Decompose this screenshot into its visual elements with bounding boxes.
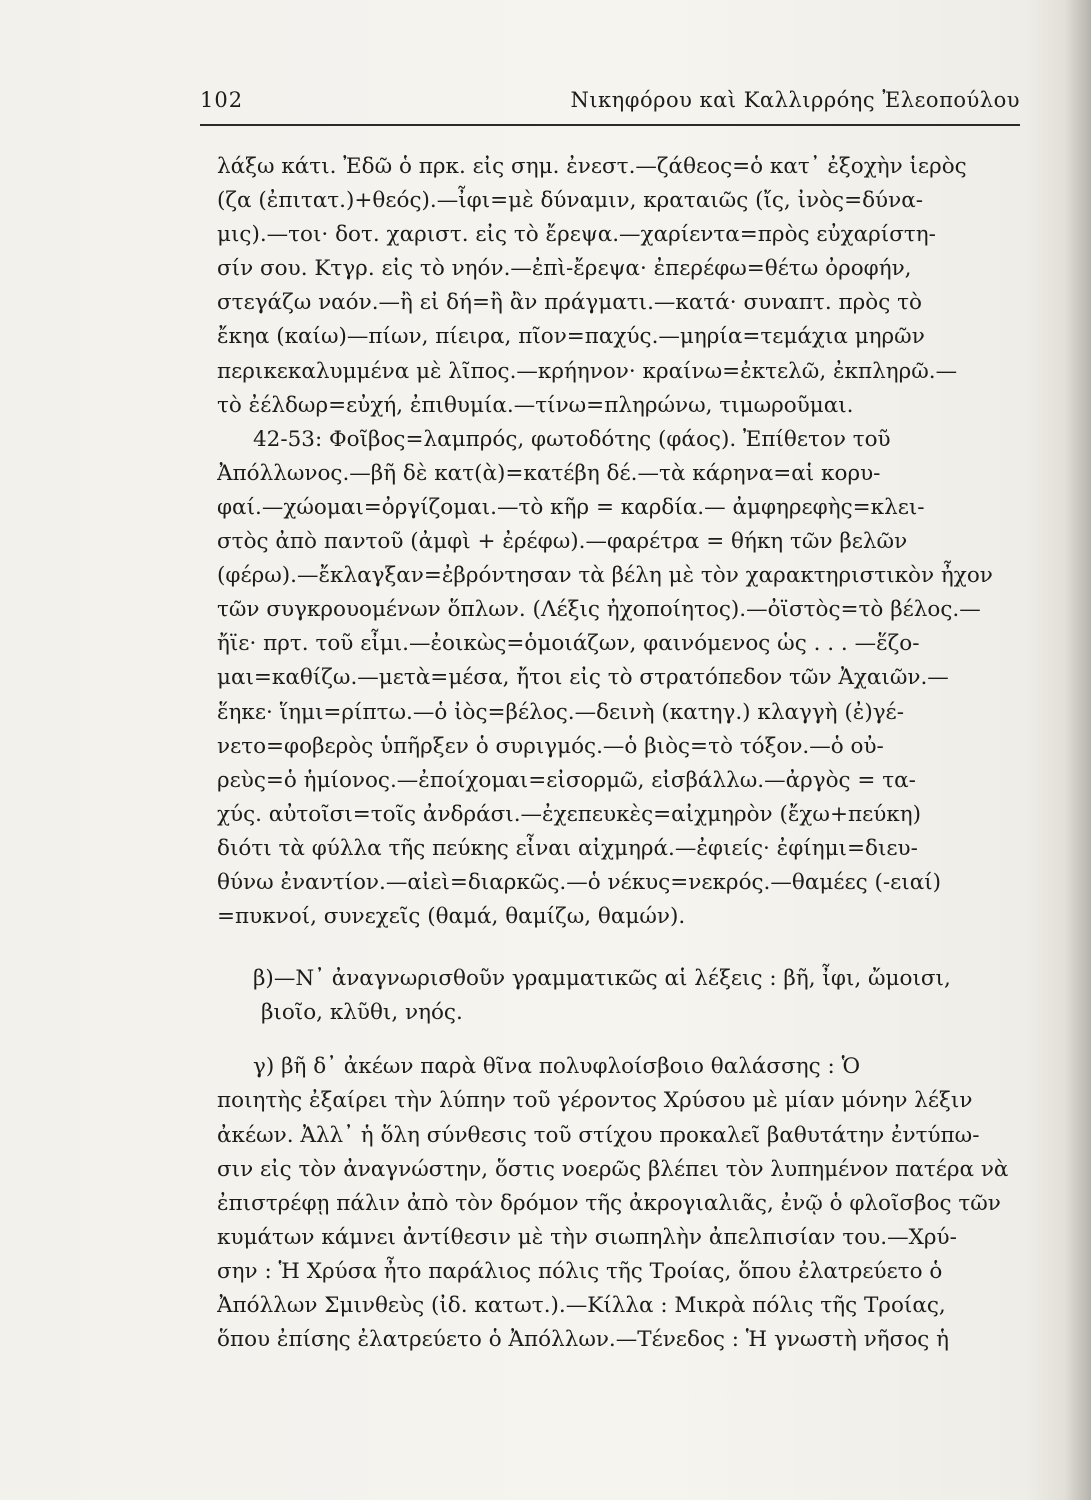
section-b-line: β)—Ν᾿ ἀναγνωρισθοῦν γραμματικῶς αἱ λέξεις : βῆ, ἶφι, ὤμοισι, (253, 966, 951, 992)
section-g-line: σην : Ἡ Χρύσα ἦτο παράλιος πόλις τῆς Τροίας, ὅπου ἐλατρεύετο ὁ (217, 1258, 943, 1284)
header-rule (200, 124, 1020, 126)
section-gap (217, 934, 1017, 962)
text-line: ἕηκε· ἵημι=ρίπτω.—ὁ ἰὸς=βέλος.—δεινὴ (κατηγ.) κλαγγὴ (ἐ)γέ- (217, 699, 904, 725)
text-line: θύνω ἐναντίον.—αἰεὶ=διαρκῶς.—ὁ νέκυς=νεκρός.—θαμέες (-ειαί) (217, 869, 942, 895)
section-g-line: σιν εἰς τὸν ἀναγνώστην, ὅστις νοερῶς βλέπει τὸν λυπημένον πατέρα νὰ (217, 1156, 1009, 1182)
text-line: στὸς ἀπὸ παντοῦ (ἀμφὶ + ἐρέφω).—φαρέτρα = θήκη τῶν βελῶν (217, 529, 908, 555)
section-g-line: Ἀπόλλων Σμινθεὺς (ἰδ. κατωτ.).—Κίλλα : Μικρὰ πόλις τῆς Τροίας, (217, 1293, 946, 1318)
text-line: τὸ ἐέλδωρ=εὐχή, ἐπιθυμία.—τίνω=πληρώνω, τιμωροῦμαι. (217, 392, 854, 418)
text-line: μις).—τοι· δοτ. χαριστ. εἰς τὸ ἔρεψα.—χαρίεντα=πρὸς εὐχαρίστη- (217, 222, 936, 248)
text-line: διότι τὰ φύλλα τῆς πεύκης εἶναι αἰχμηρά.—ἐφιείς· ἐφίημι=διευ- (217, 835, 918, 861)
text-line: ἔκηα (καίω)—πίων, πίειρα, πῖον=παχύς.—μηρία=τεμάχια μηρῶν (217, 324, 925, 350)
section-g-line: ἐπιστρέφῃ πάλιν ἀπὸ τὸν δρόμον τῆς ἀκρογιαλιᾶς, ἐνῷ ὁ φλοῖσβος τῶν (217, 1190, 1001, 1216)
text-line: 42-53: Φοῖβος=λαμπρός, φωτοδότης (φάος). Ἐπίθετον τοῦ (253, 426, 891, 452)
section-g-line: κυμάτων κάμνει ἀντίθεσιν μὲ τὴν σιωπηλὴν ἀπελπισίαν του.—Χρύ- (217, 1224, 957, 1250)
text-line: Ἀπόλλωνος.—βῆ δὲ κατ(ὰ)=κατέβη δέ.—τὰ κάρηνα=αἱ κορυ- (217, 460, 881, 486)
text-line: (ζα (ἐπιτατ.)+θεός).—ἶφι=μὲ δύναμιν, κραταιῶς (ἴς, ἰνὸς=δύνα- (217, 188, 923, 214)
section-gap (217, 1030, 1017, 1050)
text-line: σίν σου. Κτγρ. εἰς τὸ νηόν.—ἐπὶ-ἔρεψα· ἐπερέφω=θέτω ὀροφήν, (217, 256, 912, 282)
text-line: περικεκαλυμμένα μὲ λῖπος.—κρήηνον· κραίνω=ἐκτελῶ, ἐκπληρῶ.— (217, 358, 958, 384)
text-line: στεγάζω ναόν.—ἢ εἰ δή=ἢ ἂν πράγματι.—κατά· συναπτ. πρὸς τὸ (217, 290, 922, 316)
text-line: φαί.—χώομαι=ὀργίζομαι.—τὸ κῆρ = καρδία.— ἀμφηρεφὴς=κλει- (217, 494, 925, 520)
text-line: λάξω κάτι. Ἐδῶ ὁ πρκ. εἰς σημ. ἐνεστ.—ζάθεος=ὁ κατ᾿ ἐξοχὴν ἱερὸς (217, 154, 967, 179)
page-edge-shadow (1065, 0, 1091, 1500)
page-header (200, 88, 1020, 124)
section-b-line: βιοῖο, κλῦθι, νηός. (261, 1000, 463, 1026)
body-text (217, 150, 1017, 1357)
text-line: μαι=καθίζω.—μετὰ=μέσα, ἤτοι εἰς τὸ στρατόπεδον τῶν Ἀχαιῶν.— (217, 665, 949, 691)
text-line: τῶν συγκρουομένων ὅπλων. (Λέξις ἠχοποίητος).—ὀϊστὸς=τὸ βέλος.— (217, 597, 981, 623)
page-number: 102 (200, 88, 244, 112)
section-g-line: γ) βῆ δ᾿ ἀκέων παρὰ θῖνα πολυφλοίσβοιο θαλάσσης : Ὁ (253, 1054, 861, 1080)
running-head: Νικηφόρου καὶ Καλλιρρόης Ἐλεοπούλου (570, 88, 1020, 112)
section-g-line: ποιητὴς ἐξαίρει τὴν λύπην τοῦ γέροντος Χρύσου μὲ μίαν μόνην λέξιν (217, 1088, 973, 1114)
text-line: (φέρω).—ἔκλαγξαν=ἐβρόντησαν τὰ βέλη μὲ τὸν χαρακτηριστικὸν ἦχον (217, 563, 993, 589)
text-line: ρεὺς=ὁ ἡμίονος.—ἐποίχομαι=εἰσορμῶ, εἰσβάλλω.—ἀργὸς = τα- (217, 767, 916, 793)
text-line: νετο=φοβερὸς ὑπῆρξεν ὁ συριγμός.—ὁ βιὸς=τὸ τόξον.—ὁ οὐ- (217, 733, 884, 759)
text-line: χύς. αὐτοῖσι=τοῖς ἀνδράσι.—ἐχεπευκὲς=αἰχμηρὸν (ἔχω+πεύκη) (217, 801, 921, 827)
text-line: =πυκνοί, συνεχεῖς (θαμά, θαμίζω, θαμών). (217, 904, 686, 930)
text-line: ἤϊε· πρτ. τοῦ εἶμι.—ἐοικὼς=ὁμοιάζων, φαινόμενος ὡς . . . —ἕζο- (217, 631, 920, 657)
section-g-line: ἀκέων. Ἀλλ᾿ ἡ ὅλη σύνθεσις τοῦ στίχου προκαλεῖ βαθυτάτην ἐντύπω- (217, 1122, 980, 1148)
section-g-line: ὅπου ἐπίσης ἐλατρεύετο ὁ Ἀπόλλων.—Τένεδος : Ἡ γνωστὴ νῆσος ἡ (217, 1327, 950, 1353)
